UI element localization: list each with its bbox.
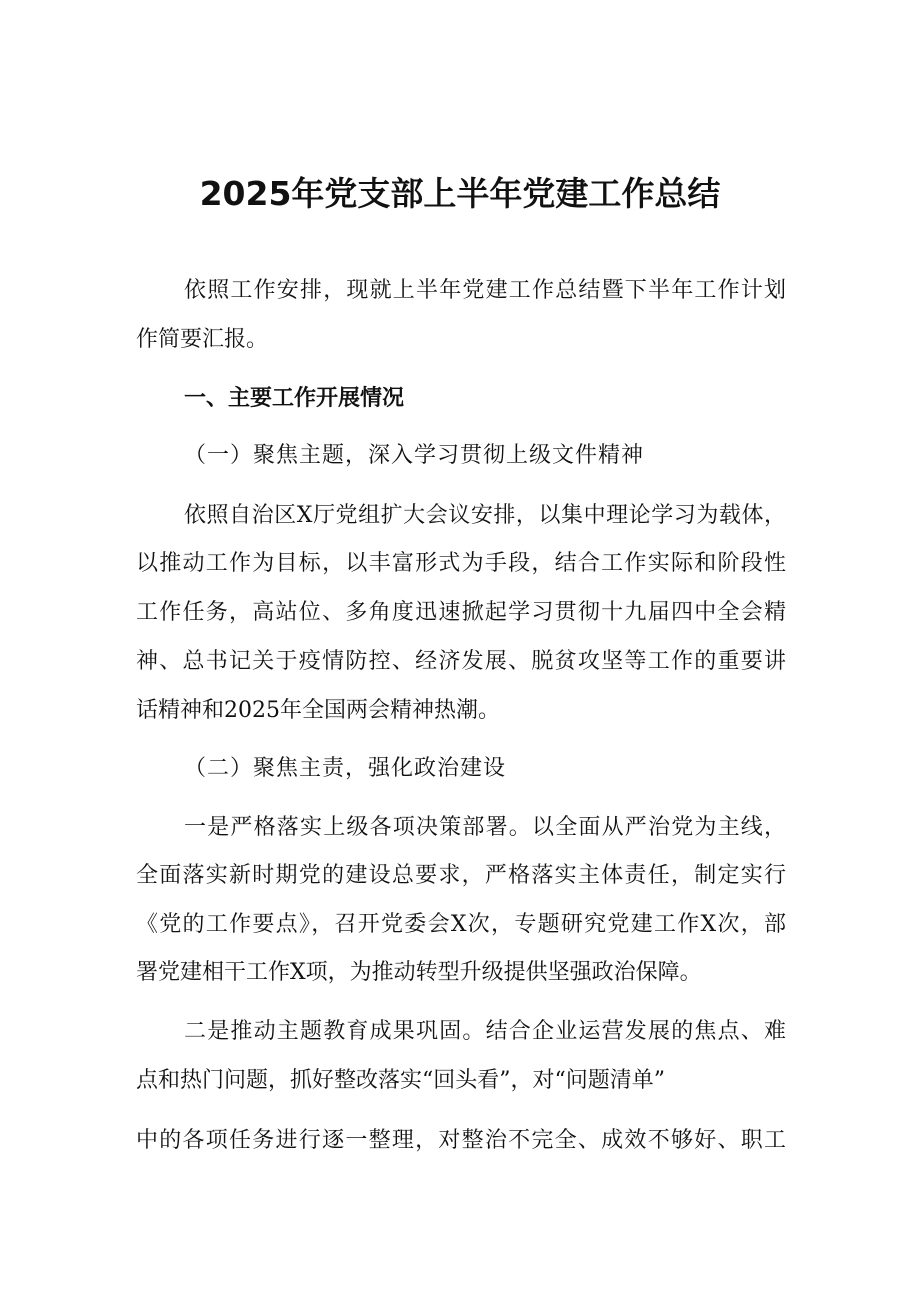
- subsection-heading-2: （二）聚焦主责，强化政治建设: [184, 756, 507, 781]
- paragraph-line: 神、总书记关于疫情防控、经济发展、脱贫攻坚等工作的重要讲: [136, 649, 786, 674]
- paragraph-line: 话精神和2025年全国两会精神热潮。: [136, 698, 500, 723]
- intro-line-1: 依照工作安排，现就上半年党建工作总结暨下半年工作计划: [184, 278, 786, 303]
- paragraph-line: 署党建相干工作X项，为推动转型升级提供坚强政治保障。: [136, 960, 702, 985]
- paragraph-line: 中的各项任务进行逐一整理，对整治不完全、成效不够好、职工: [136, 1128, 786, 1153]
- paragraph-line: 一是严格落实上级各项决策部署。以全面从严治党为主线，: [184, 815, 786, 840]
- paragraph-line: 以推动工作为目标，以丰富形式为手段，结合工作实际和阶段性: [136, 551, 786, 576]
- paragraph-line: 点和热门问题，抓好整改落实“回头看”，对“问题清单”: [136, 1068, 665, 1093]
- paragraph-line: 全面落实新时期党的建设总要求，严格落实主体责任，制定实行: [136, 863, 786, 888]
- subsection-heading-1: （一）聚焦主题，深入学习贯彻上级文件精神: [184, 443, 645, 468]
- paragraph-line: 《党的工作要点》，召开党委会X次，专题研究党建工作X次，部: [136, 912, 786, 937]
- paragraph-line: 工作任务，高站位、多角度迅速掀起学习贯彻十九届四中全会精: [136, 600, 786, 625]
- paragraph-line: 依照自治区X厅党组扩大会议安排，以集中理论学习为载体，: [184, 503, 786, 528]
- intro-line-2: 作简要汇报。: [136, 327, 269, 352]
- paragraph-line: 二是推动主题教育成果巩固。结合企业运营发展的焦点、难: [184, 1019, 786, 1044]
- document-title: 2025年党支部上半年党建工作总结: [199, 174, 721, 213]
- section-heading: 一、主要工作开展情况: [184, 386, 405, 411]
